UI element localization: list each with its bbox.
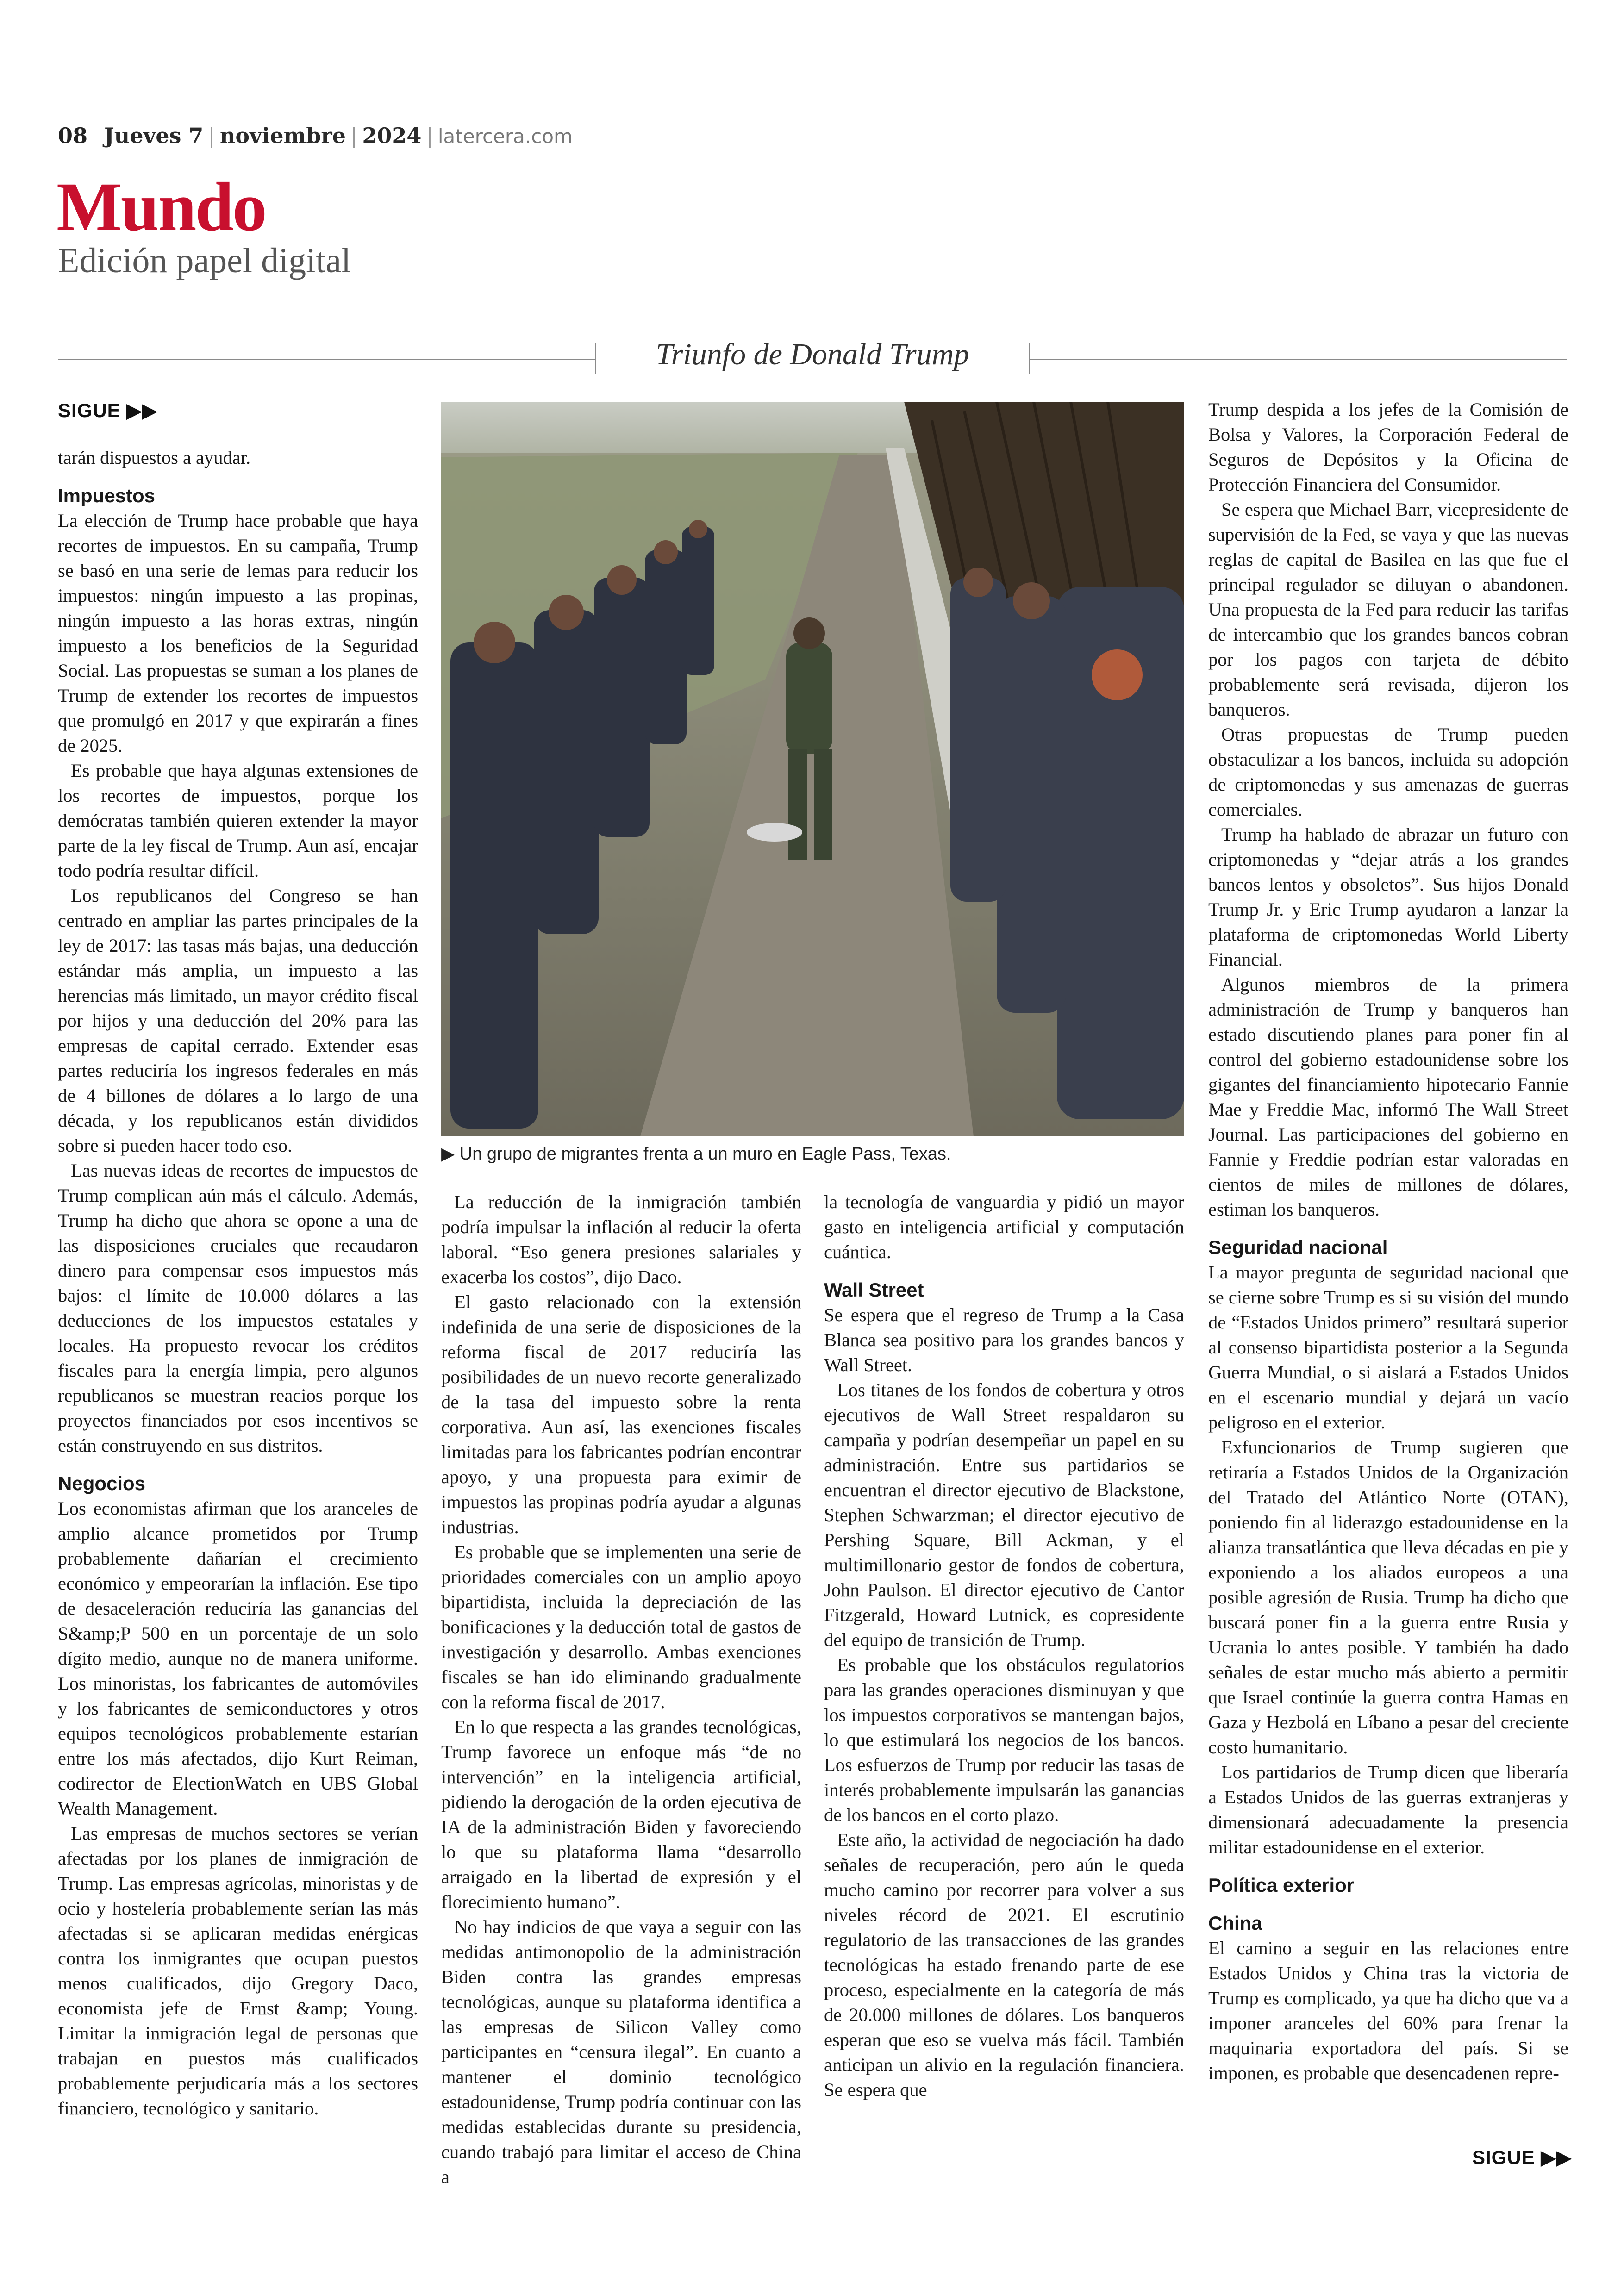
subhead-china: China — [1208, 1912, 1262, 1934]
edition-label: Edición papel digital — [58, 241, 351, 280]
paragraph: Las empresas de muchos sectores se verían afectadas por los planes de inmigración de Trump. Las empresas agrícolas, minoristas y de ocio y hostelería probablemente serían las más afectadas si se aplicaran medidas enérgicas contra los inmigrantes que ocupan puestos menos cualificados, dijo Gregory Daco, economista jefe de Ernst &amp; Young. Limitar la inmigración legal de personas que trabajan en puestos más cualificados probablemente perjudicaría más a los sectores financiero, tecnológico y sanitario. — [58, 1823, 418, 2119]
paragraph: Se espera que el regreso de Trump a la Casa Blanca sea positivo para los grandes bancos y Wall Street. — [824, 1304, 1184, 1375]
subhead-impuestos: Impuestos — [58, 485, 156, 506]
folio-separator: | — [426, 123, 433, 148]
subhead-seguridad: Seguridad nacional — [1208, 1236, 1388, 1258]
paragraph: Trump despida a los jefes de la Comisión de Bolsa y Valores, la Corporación Federal de Seguros de Depósitos y la Oficina de Protección Financiera del Consumidor. — [1208, 399, 1568, 495]
paragraph: La reducción de la inmigración también podría impulsar la inflación al reducir la oferta laboral. “Eso genera presiones salariales y exacerba los costos”, dijo Daco. — [441, 1191, 801, 1287]
paragraph: Exfuncionarios de Trump sugieren que retiraría a Estados Unidos de la Organización del Tratado del Atlántico Norte (OTAN), poniendo fin al liderazgo estadounidense en la alianza transatlántica que lleva décadas en pie y exponiendo a los aliados europeos a una posible agresión de Rusia. Trump ha dicho que buscará poner fin a la guerra entre Rusia y Ucrania lo antes posible. Y también ha dado señales de estar mucho más abierto a permitir que Israel continúe la guerra contra Hamas en Gaza y Hezbolá en Líbano a pesar del creciente costo humanitario. — [1208, 1437, 1568, 1758]
subhead-politica-exterior: Política exterior — [1208, 1874, 1355, 1896]
kicker-tick-left — [595, 343, 596, 374]
photo-illustration — [441, 402, 1184, 1136]
paragraph: Se espera que Michael Barr, vicepresidente de supervisión de la Fed, se vaya y que las nuevas reglas de capital de Basilea en las que fue el principal regulador se diluyan o abandonen. Una propuesta de la Fed para reducir las tarifas de intercambio que los grandes bancos cobran por los pagos con tarjeta de débito probablemente será revisada, dijeron los banqueros. — [1208, 499, 1568, 720]
subhead-wall-street: Wall Street — [824, 1279, 924, 1301]
folio-separator: | — [350, 123, 358, 148]
folio-separator: | — [208, 123, 215, 148]
folio-bar — [58, 123, 573, 148]
kicker-tick-right — [1029, 343, 1030, 374]
paragraph: Los titanes de los fondos de cobertura y otros ejecutivos de Wall Street respaldaron su campaña y podrían desempeñar un papel en su administración. Entre sus partidarios se encuentran el director ejecutivo de Blackstone, Stephen Schwarzman; el director ejecutivo de Pershing Square, Bill Ackman, y el multimillonario gestor de fondos de cobertura, John Paulson. El director ejecutivo de Cantor Fitzgerald, Howard Lutnick, es copresidente del equipo de transición de Trump. — [824, 1379, 1184, 1650]
paragraph: La mayor pregunta de seguridad nacional que se cierne sobre Trump es si su visión del mundo de “Estados Unidos primero” resultará superior al consenso bipartidista posterior a la Segunda Guerra Mundial, o si aislará a Estados Unidos en el escenario mundial y dejará un vacío peligroso en el exterior. — [1208, 1262, 1568, 1433]
page-number: 08 — [58, 123, 88, 148]
paragraph: la tecnología de vanguardia y pidió un mayor gasto en inteligencia artificial y computación cuántica. — [824, 1191, 1184, 1262]
paragraph: Las nuevas ideas de recortes de impuestos de Trump complican aún más el cálculo. Además, Trump ha dicho que ahora se opone a una de las disposiciones cruciales que recaudaron dinero para compensar esos impuestos más bajos: el límite de 10.000 dólares a las deducciones de los impuestos estatales y locales. Ha propuesto revocar los créditos fiscales para la energía limpia, pero algunos republicanos se muestran reacios porque los proyectos financiados por esos incentivos se están construyendo en sus distritos. — [58, 1160, 418, 1456]
paragraph: Algunos miembros de la primera administración de Trump y banqueros han estado discutiendo planes para poner fin al control del gobierno estadounidense sobre los gigantes del financiamiento hipotecario Fannie Mae y Freddie Mac, informó The Wall Street Journal. Las participaciones del gobierno en Fannie y Freddie podrían estar valoradas en cientos de miles de millones de dólares, estiman los banqueros. — [1208, 974, 1568, 1220]
paragraph: El camino a seguir en las relaciones entre Estados Unidos y China tras la victoria de Trump es complicado, ya que ha dicho que va a imponer aranceles del 60% para frenar la maquinaria exportadora del país. Si se imponen, es probable que desencadenen repre- — [1208, 1938, 1568, 2083]
paragraph: No hay indicios de que vaya a seguir con las medidas antimonopolio de la administración Biden contra las grandes empresas tecnológicas, aunque su plataforma identifica a las empresas de Silicon Valley como participantes en “censura ilegal”. En cuanto a mantener el dominio tecnológico estadounidense, Trump podría continuar con las medidas establecidas durante su presidencia, cuando trabajó para limitar el acceso de China a — [441, 1916, 801, 2187]
paragraph: El gasto relacionado con la extensión indefinida de una serie de disposiciones de la reforma fiscal de 2017 reduciría las posibilidades de un nuevo recorte generalizado de la tasa del impuesto sobre la renta corporativa. Aun así, las exenciones fiscales limitadas para los fabricantes podrían encontrar apoyo, y una propuesta para eximir de impuestos las propinas podría ayudar a algunas industrias. — [441, 1291, 801, 1537]
section-title: Mundo — [56, 168, 266, 245]
continued-marker-bottom[interactable]: SIGUE ▶▶ — [1472, 2146, 1572, 2168]
photo-caption: ▶ Un grupo de migrantes frenta a un muro en Eagle Pass, Texas. — [441, 1144, 951, 1164]
folio-month: noviembre — [219, 123, 346, 148]
subhead-negocios: Negocios — [58, 1472, 146, 1494]
paragraph: Los partidarios de Trump dicen que liberaría a Estados Unidos de las guerras extranjeras y dimensionará adecuadamente la presencia militar estadounidense en el exterior. — [1208, 1762, 1568, 1858]
continued-marker-top[interactable]: SIGUE ▶▶ — [58, 399, 157, 421]
paragraph: Es probable que se implementen una serie de prioridades comerciales con un amplio apoyo bipartidista, incluida la depreciación de las bonificaciones y la deducción total de gastos de investigación y desarrollo. Ambas exenciones fiscales se han ido eliminando gradualmente con la reforma fiscal de 2017. — [441, 1541, 801, 1712]
folio-year: 2024 — [362, 123, 422, 148]
column-2 — [441, 1190, 801, 2189]
column-1 — [58, 445, 418, 2121]
paragraph: Este año, la actividad de negociación ha dado señales de recuperación, pero aún le queda mucho camino por recorrer para volver a sus niveles récord de 2021. El escrutinio regulatorio de las transacciones de las grandes tecnológicas ha estado frenando parte de ese proceso, especialmente en la categoría de más de 20.000 millones de dólares. Los banqueros esperan que eso se vuelva más fácil. También anticipan un alivio en la regulación financiera. Se espera que — [824, 1829, 1184, 2100]
kicker-rule-right — [1030, 359, 1567, 360]
migrants-photo — [441, 402, 1184, 1136]
paragraph: tarán dispuestos a ayudar. — [58, 447, 251, 468]
kicker-title: Triunfo de Donald Trump — [656, 337, 969, 371]
paragraph: Los republicanos del Congreso se han centrado en ampliar las partes principales de la ley de 2017: las tasas más bajas, una deducción estándar más amplia, un impuesto a las herencias más limitado, un mayor crédito fiscal por hijos y una deducción del 20% para las empresas de capital cerrado. Extender esas partes reduciría los ingresos federales en más de 4 billones de dólares a lo largo de una década, y los republicanos están divididos sobre si pueden hacer todo eso. — [58, 885, 418, 1156]
paragraph: Los economistas afirman que los aranceles de amplio alcance prometidos por Trump probablemente dañarían el crecimiento económico y empeorarían la inflación. Ese tipo de desaceleración reduciría las ganancias del S&amp;P 500 en un porcentaje de un solo dígito medio, aunque no de manera uniforme. Los minoristas, los fabricantes de automóviles y los fabricantes de semiconductores y otros equipos tecnológicos probablemente estarían entre los más afectados, dijo Kurt Reiman, codirector de ElectionWatch en UBS Global Wealth Management. — [58, 1498, 418, 1819]
paragraph: Es probable que los obstáculos regulatorios para las grandes operaciones disminuyan y que los impuestos corporativos se mantengan bajos, lo que estimulará los negocios de los bancos. Los esfuerzos de Trump por reducir las tasas de interés probablemente impulsarán las ganancias de los bancos en el corto plazo. — [824, 1654, 1184, 1825]
folio-site[interactable]: latercera.com — [437, 125, 573, 148]
paragraph: Otras propuestas de Trump pueden obstaculizar a los bancos, incluida su adopción de criptomonedas y sus amenazas de guerras comerciales. — [1208, 724, 1568, 820]
paragraph: En lo que respecta a las grandes tecnológicas, Trump favorece un enfoque más “de no intervención” en la inteligencia artificial, pidiendo la derogación de la orden ejecutiva de IA de la administración Biden y favoreciendo lo que su plataforma llama “desarrollo arraigado en la libertad de expresión y el florecimiento humano”. — [441, 1716, 801, 1912]
paragraph: Es probable que haya algunas extensiones de los recortes de impuestos, porque los demócratas también quieren extender la mayor parte de la ley fiscal de Trump. Aun así, encajar todo podría resultar difícil. — [58, 760, 418, 881]
column-4 — [1208, 397, 1568, 2086]
folio-day: Jueves 7 — [104, 123, 204, 148]
paragraph: Trump ha hablado de abrazar un futuro con criptomonedas y “dejar atrás a los grandes bancos lentos y obsoletos”. Sus hijos Donald Trump Jr. y Eric Trump ayudaron a lanzar la plataforma de criptomonedas World Liberty Financial. — [1208, 824, 1568, 970]
column-3 — [824, 1190, 1184, 2102]
paragraph: La elección de Trump hace probable que haya recortes de impuestos. En su campaña, Trump se basó en una serie de lemas para reducir los impuestos: ningún impuesto a las propinas, ningún impuesto a las horas extras, ningún impuesto a los beneficios de la Seguridad Social. Las propuestas se suman a los planes de Trump de extender los recortes de impuestos que promulgó en 2017 y que expirarán a fines de 2025. — [58, 510, 418, 756]
kicker-rule-left — [58, 359, 595, 360]
